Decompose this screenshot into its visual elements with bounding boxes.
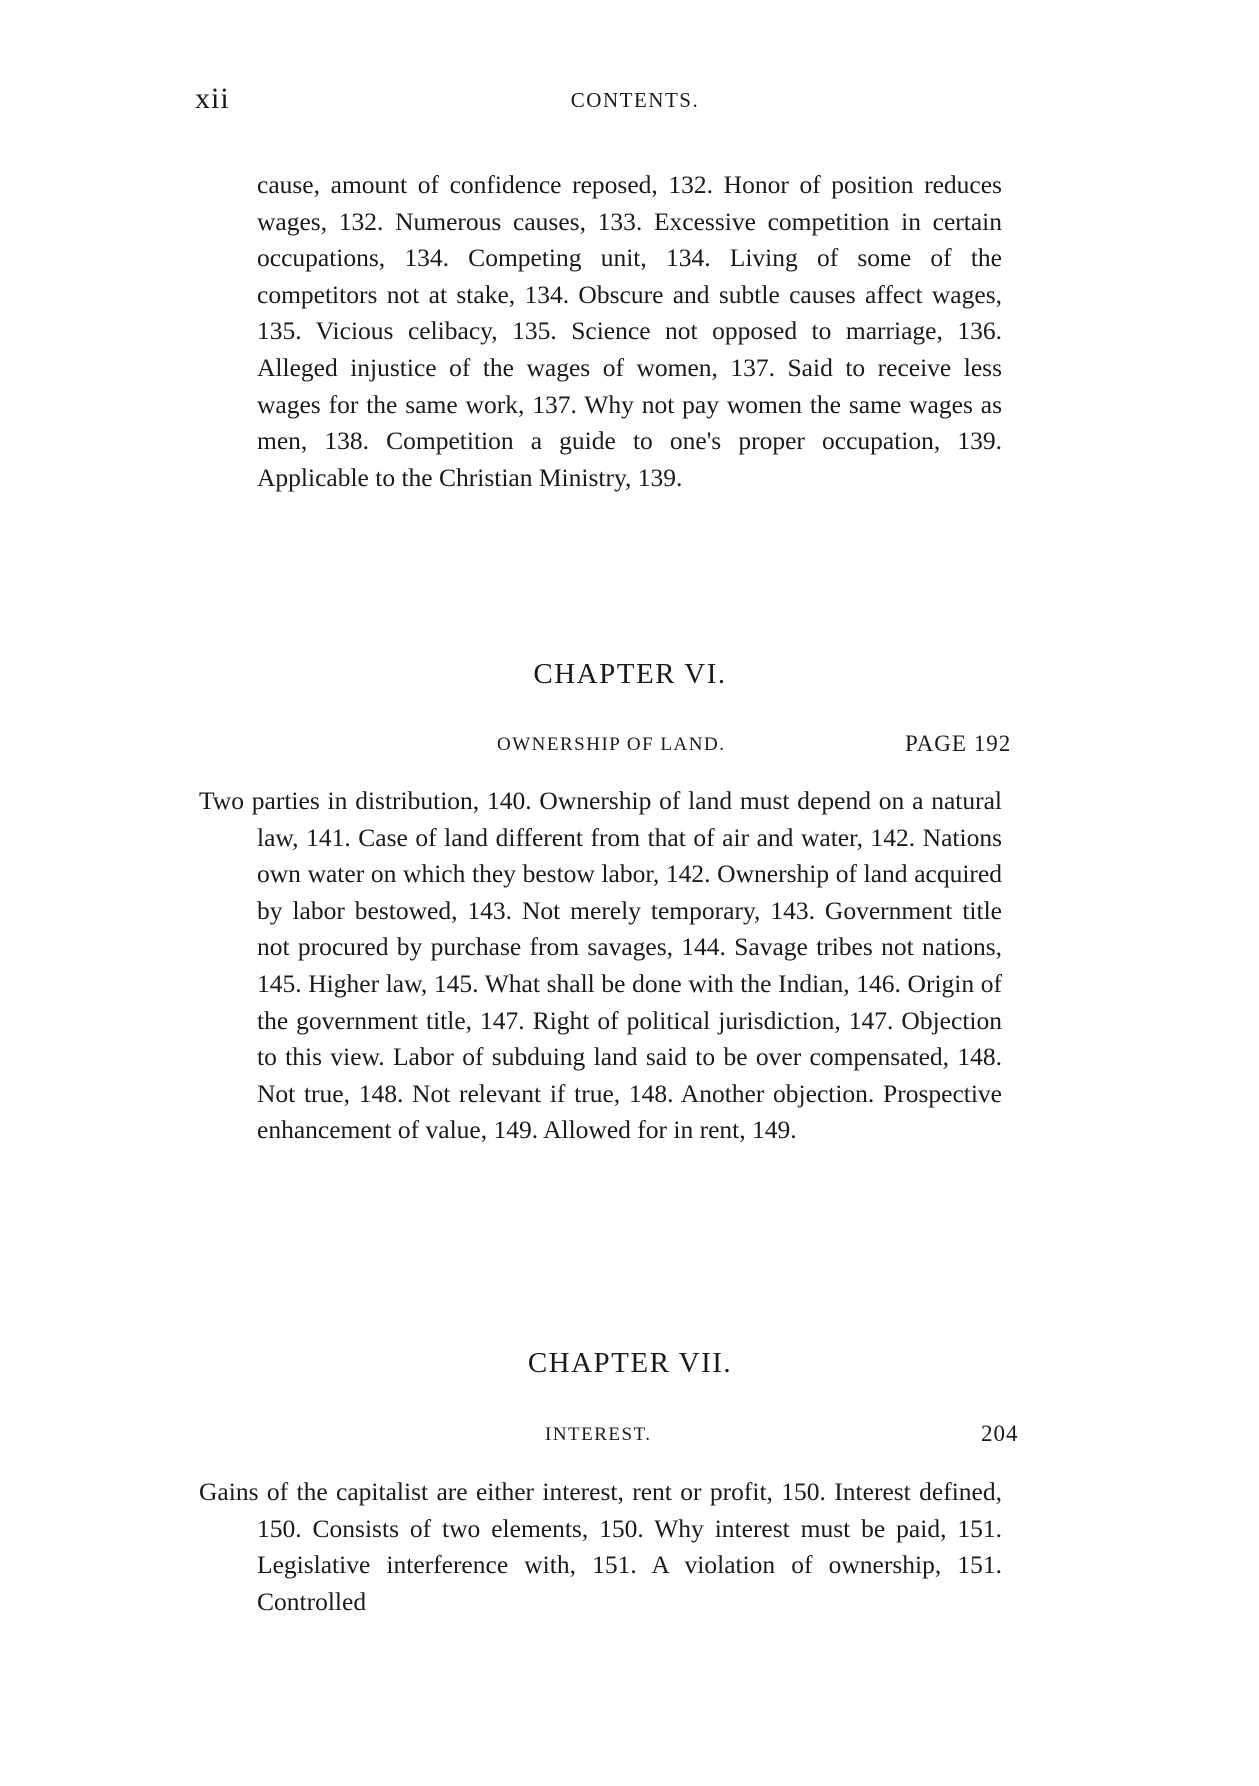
chapter-subtitle: INTEREST. (545, 1424, 652, 1445)
running-title: CONTENTS. (570, 88, 700, 112)
running-head (195, 82, 1075, 122)
chapter-summary: Gains of the capitalist are either interest, rent or profit, 150. Interest defined, 150. Consists of two elements, 150. Why interest must be paid, 151. Legislative interference with, 151. A violation of ownership, 151. Controlled (199, 1477, 1002, 1616)
continued-summary: cause, amount of confidence reposed, 132. Honor of position reduces wages, 132. Numerous causes, 133. Excessive competition in certain occupations, 134. Competing unit, 134. Living of some of the competitors not at stake, 134. Obscure and subtle causes affect wages, 135. Vicious celibacy, 135. Science not opposed to marriage, 136. Alleged injustice of the wages of women, 137. Said to receive less wages for the same work, 137. Why not pay women the same wages as men, 138. Competition a guide to one's proper occupation, 139. Applicable to the Christian Ministry, 139. (257, 170, 1002, 492)
chapter-page-ref: PAGE 192 (905, 731, 1012, 756)
page-folio: xii (195, 82, 230, 115)
chapter-subtitle: OWNERSHIP OF LAND. (497, 734, 726, 755)
chapter-heading: CHAPTER VII. (527, 1347, 733, 1379)
chapter-summary: Two parties in distribution, 140. Ownership of land must depend on a natural law, 141. Case of land different from that of air and water, 142. Nations own water on which they bestow labor, 142. Ownership of land acquired by labor bestowed, 143. Not merely temporary, 143. Government title not procured by purchase from savages, 144. Savage tribes not nations, 145. Higher law, 145. What shall be done with the Indian, 146. Origin of the government title, 147. Right of political jurisdiction, 147. Objection to this view. Labor of subduing land said to be over compensated, 148. Not true, 148. Not relevant if true, 148. Another objection. Prospective enhancement of value, 149. Allowed for in rent, 149. (199, 786, 1002, 1145)
chapter-page-ref: 204 (981, 1421, 1019, 1446)
chapter-heading: CHAPTER VI. (533, 658, 727, 690)
